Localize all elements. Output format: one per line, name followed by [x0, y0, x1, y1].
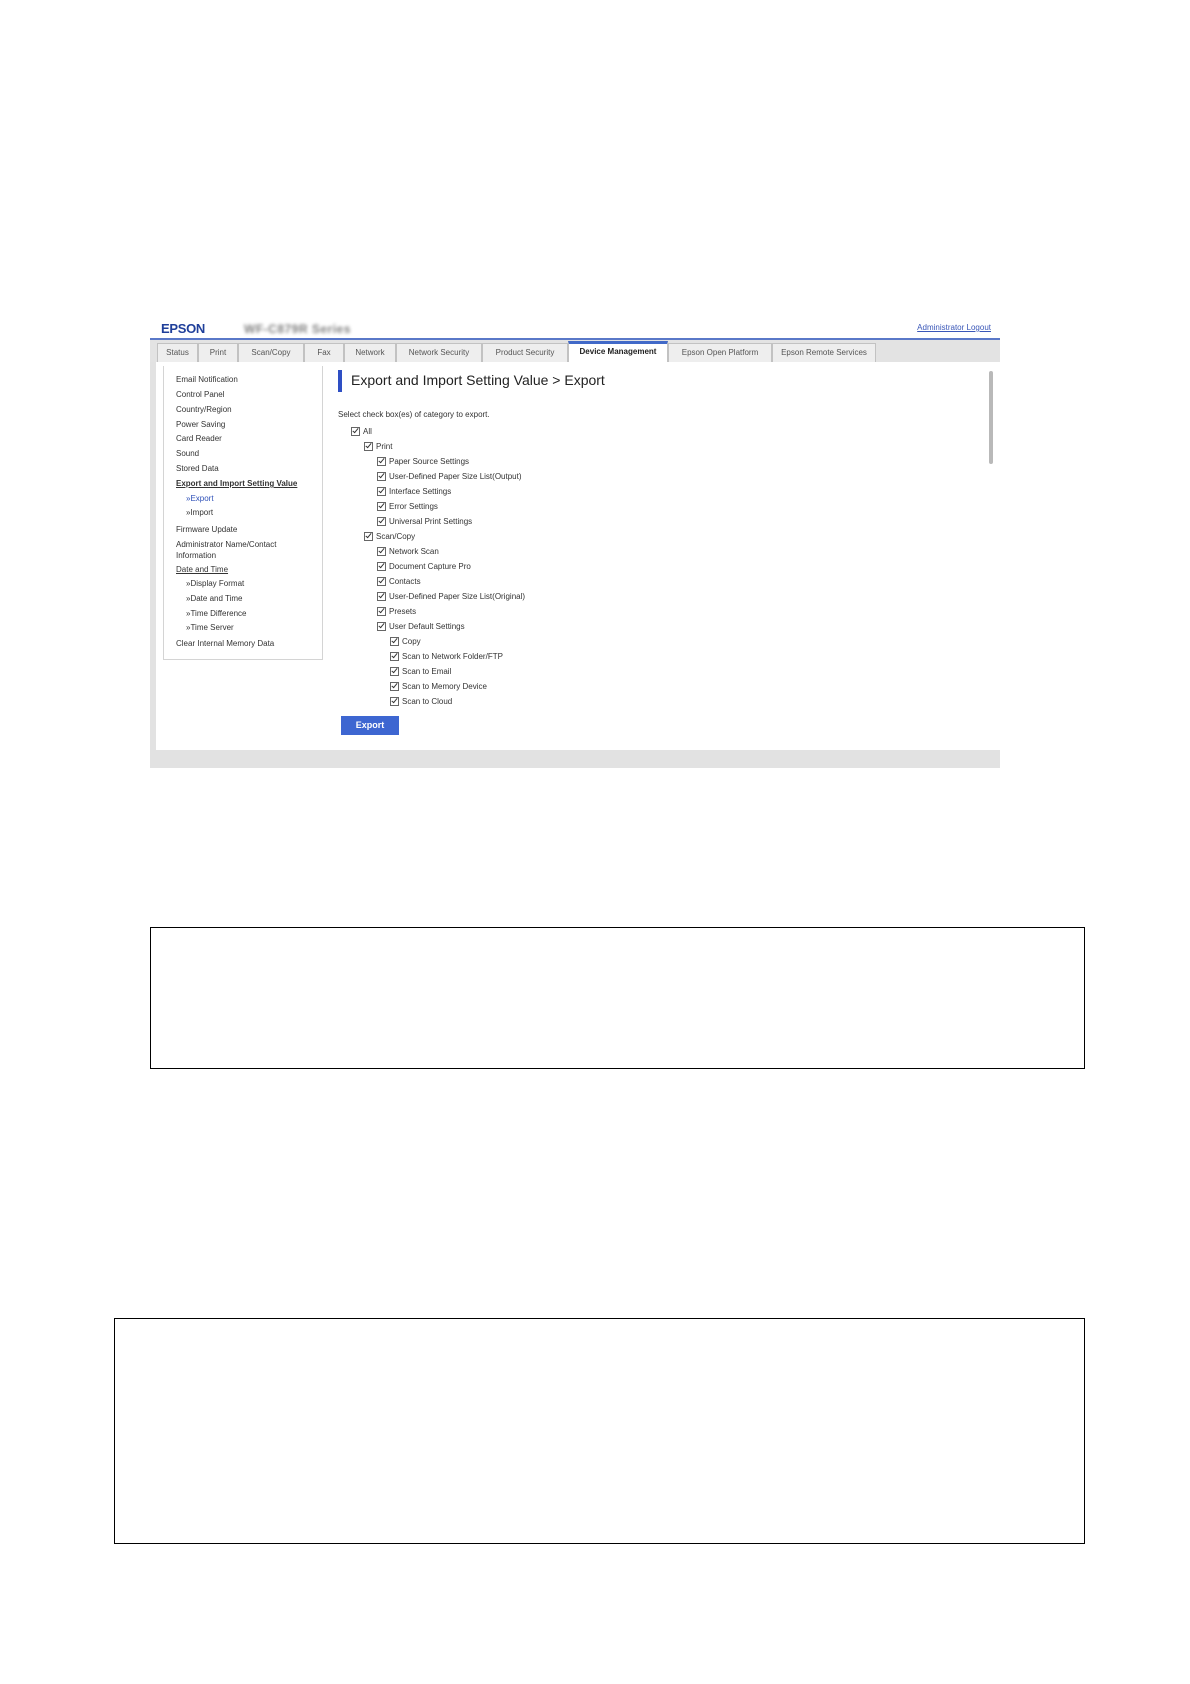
checkbox-label: Presets [389, 606, 417, 616]
sidebar-item-power-saving[interactable]: Power Saving [176, 420, 226, 429]
checkbox-all[interactable] [351, 425, 372, 437]
tab-bar [150, 340, 1000, 362]
checkbox-scan-to-cloud[interactable] [390, 695, 452, 707]
checkbox-box[interactable] [390, 667, 399, 676]
tab-device-management[interactable]: Device Management [568, 341, 668, 362]
checkbox-network-scan[interactable] [377, 545, 439, 557]
checkbox-box[interactable] [390, 697, 399, 706]
sidebar-item-email-notification[interactable]: Email Notification [176, 375, 238, 384]
checkbox-label: Print [376, 441, 393, 451]
checkbox-box[interactable] [377, 457, 386, 466]
tab-print[interactable]: Print [198, 343, 238, 362]
check-mark-icon [378, 516, 384, 523]
instruction-text: Select check box(es) of category to export. [338, 410, 490, 419]
checkbox-label: Scan to Network Folder/FTP [402, 651, 503, 661]
sidebar-item-clear-internal-memory[interactable]: Clear Internal Memory Data [176, 639, 275, 648]
tab-product-security[interactable]: Product Security [482, 343, 568, 362]
check-mark-icon [378, 606, 384, 613]
checkbox-label: Contacts [389, 576, 421, 586]
tab-network-security[interactable]: Network Security [396, 343, 482, 362]
checkbox-contacts[interactable] [377, 575, 421, 587]
check-mark-icon [378, 471, 384, 478]
vertical-scrollbar[interactable] [989, 371, 993, 464]
checkbox-label: Scan to Cloud [402, 696, 453, 706]
check-mark-icon [378, 546, 384, 553]
check-mark-icon [391, 666, 397, 673]
checkbox-scan-to-network-folder-ftp[interactable] [390, 650, 503, 662]
sidebar-menu [163, 366, 323, 660]
checkbox-box[interactable] [390, 652, 399, 661]
export-button[interactable]: Export [341, 716, 399, 735]
check-mark-icon [378, 591, 384, 598]
checkbox-label: Scan to Memory Device [402, 681, 487, 691]
checkbox-user-defined-paper-size-output[interactable] [377, 470, 522, 482]
checkbox-box[interactable] [377, 622, 386, 631]
note-box-1 [150, 927, 1085, 1069]
check-mark-icon [391, 681, 397, 688]
sidebar-item-export[interactable]: »Export [186, 494, 214, 503]
tab-network[interactable]: Network [344, 343, 396, 362]
check-mark-icon [378, 576, 384, 583]
sidebar-item-date-and-time[interactable]: Date and Time [176, 565, 229, 574]
checkbox-scan-copy[interactable] [364, 530, 415, 542]
checkbox-document-capture-pro[interactable] [377, 560, 471, 572]
web-config-screenshot [150, 316, 1000, 768]
sidebar-item-date-and-time-sub[interactable]: »Date and Time [186, 594, 243, 603]
checkbox-box[interactable] [377, 607, 386, 616]
checkbox-box[interactable] [377, 562, 386, 571]
checkbox-box[interactable] [377, 577, 386, 586]
sidebar-item-time-difference[interactable]: »Time Difference [186, 609, 247, 618]
sidebar-item-sound[interactable]: Sound [176, 449, 200, 458]
checkbox-error-settings[interactable] [377, 500, 438, 512]
check-mark-icon [391, 696, 397, 703]
checkbox-box[interactable] [351, 427, 360, 436]
checkbox-box[interactable] [377, 472, 386, 481]
checkbox-scan-to-memory-device[interactable] [390, 680, 487, 692]
check-mark-icon [391, 651, 397, 658]
check-mark-icon [378, 486, 384, 493]
checkbox-label: Copy [402, 636, 421, 646]
checkbox-label: User-Defined Paper Size List(Original) [389, 591, 526, 601]
checkbox-label: Document Capture Pro [389, 561, 471, 571]
sidebar-item-country-region[interactable]: Country/Region [176, 405, 232, 414]
check-mark-icon [378, 456, 384, 463]
checkbox-presets[interactable] [377, 605, 416, 617]
title-accent-bar [338, 370, 342, 392]
checkbox-paper-source-settings[interactable] [377, 455, 469, 467]
checkbox-copy[interactable] [390, 635, 421, 647]
check-mark-icon [352, 426, 358, 433]
page-title: Export and Import Setting Value > Export [351, 372, 605, 388]
sidebar-item-control-panel[interactable]: Control Panel [176, 390, 225, 399]
check-mark-icon [378, 621, 384, 628]
checkbox-user-default-settings[interactable] [377, 620, 465, 632]
tab-fax[interactable]: Fax [304, 343, 344, 362]
checkbox-scan-to-email[interactable] [390, 665, 451, 677]
sidebar-item-card-reader[interactable]: Card Reader [176, 434, 222, 443]
checkbox-label: Error Settings [389, 501, 438, 511]
checkbox-label: Scan/Copy [376, 531, 416, 541]
content-area [156, 362, 1000, 750]
checkbox-user-defined-paper-size-original[interactable] [377, 590, 525, 602]
tab-epson-remote-services[interactable]: Epson Remote Services [772, 343, 876, 362]
checkbox-label: User-Defined Paper Size List(Output) [389, 471, 522, 481]
checkbox-label: User Default Settings [389, 621, 465, 631]
sidebar-item-stored-data[interactable]: Stored Data [176, 464, 219, 473]
checkbox-box[interactable] [377, 502, 386, 511]
checkbox-box[interactable] [377, 592, 386, 601]
checkbox-interface-settings[interactable] [377, 485, 451, 497]
checkbox-box[interactable] [377, 487, 386, 496]
checkbox-box[interactable] [377, 517, 386, 526]
note-box-2 [114, 1318, 1085, 1544]
checkbox-box[interactable] [364, 532, 373, 541]
checkbox-universal-print-settings[interactable] [377, 515, 472, 527]
check-mark-icon [391, 636, 397, 643]
main-panel [338, 362, 978, 750]
sidebar-item-time-server[interactable]: »Time Server [186, 623, 234, 632]
check-mark-icon [365, 531, 371, 538]
checkbox-label: All [363, 426, 372, 436]
checkbox-box[interactable] [390, 637, 399, 646]
checkbox-label: Universal Print Settings [389, 516, 473, 526]
administrator-logout-link[interactable]: Administrator Logout [917, 323, 991, 332]
sidebar-item-import[interactable]: »Import [186, 508, 214, 517]
checkbox-label: Scan to Email [402, 666, 452, 676]
checkbox-box[interactable] [377, 547, 386, 556]
sidebar-item-administrator-name[interactable]: Administrator Name/Contact Information [176, 540, 277, 560]
check-mark-icon [378, 501, 384, 508]
checkbox-print[interactable] [364, 440, 392, 452]
content-frame [150, 362, 1000, 768]
checkbox-box[interactable] [364, 442, 373, 451]
sidebar-item-export-import[interactable]: Export and Import Setting Value [176, 479, 298, 488]
epson-logo: EPSON [161, 321, 206, 336]
tab-status[interactable]: Status [157, 343, 198, 362]
model-name: WF-C879R Series [244, 322, 351, 336]
check-mark-icon [378, 561, 384, 568]
tab-scan-copy[interactable]: Scan/Copy [238, 343, 304, 362]
tab-epson-open-platform[interactable]: Epson Open Platform [668, 343, 772, 362]
checkbox-box[interactable] [390, 682, 399, 691]
checkbox-label: Paper Source Settings [389, 456, 470, 466]
sidebar-item-display-format[interactable]: »Display Format [186, 579, 245, 588]
sidebar-item-firmware-update[interactable]: Firmware Update [176, 525, 238, 534]
check-mark-icon [365, 441, 371, 448]
checkbox-label: Interface Settings [389, 486, 452, 496]
checkbox-label: Network Scan [389, 546, 439, 556]
